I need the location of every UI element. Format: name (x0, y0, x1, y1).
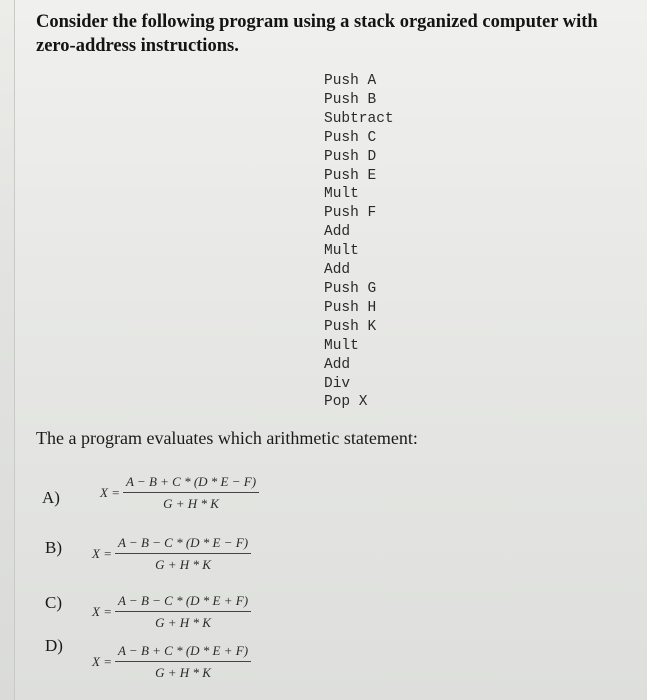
program-line: Pop X (324, 394, 368, 411)
program-listing (324, 72, 394, 412)
option-c-formula[interactable] (92, 593, 251, 631)
formula-denominator: G + H * K (155, 615, 211, 630)
program-line: Push D (324, 148, 377, 165)
formula-fraction (123, 474, 259, 512)
formula-denominator: G + H * K (155, 557, 211, 572)
program-line: Add (324, 224, 351, 241)
program-line: Push H (324, 299, 377, 316)
formula-numerator: A − B − C * (D * E + F) (115, 593, 251, 612)
question-text: Consider the following program using a stack organized computer with zero-address instructions. (36, 12, 598, 56)
program-line: Push E (324, 167, 377, 184)
option-d-formula[interactable] (92, 643, 251, 681)
program-line: Push B (324, 91, 377, 108)
program-line: Push F (324, 205, 377, 222)
formula-numerator: A − B + C * (D * E + F) (115, 643, 251, 662)
formula-lhs: X = (92, 654, 112, 669)
formula-denominator: G + H * K (163, 496, 219, 511)
option-b-formula[interactable] (92, 535, 251, 573)
program-line: Add (324, 262, 351, 279)
program-line: Mult (324, 186, 359, 203)
program-line: Mult (324, 337, 359, 354)
option-a-label[interactable]: A) (42, 488, 60, 507)
program-line: Add (324, 356, 351, 373)
formula-lhs: X = (92, 546, 112, 561)
option-a-formula[interactable] (100, 474, 259, 512)
program-line: Mult (324, 243, 359, 260)
prompt-text: The a program evaluates which arithmetic statement: (36, 428, 418, 448)
formula-fraction (115, 593, 251, 631)
program-line: Subtract (324, 110, 394, 127)
formula-fraction (115, 535, 251, 573)
formula-lhs: X = (100, 485, 120, 500)
program-line: Div (324, 375, 351, 392)
program-line: Push G (324, 280, 377, 297)
formula-numerator: A − B − C * (D * E − F) (115, 535, 251, 554)
formula-lhs: X = (92, 604, 112, 619)
program-line: Push C (324, 129, 377, 146)
option-c-label[interactable]: C) (45, 593, 62, 612)
option-d-label[interactable]: D) (45, 636, 63, 655)
option-b-label[interactable]: B) (45, 538, 62, 557)
formula-fraction (115, 643, 251, 681)
formula-numerator: A − B + C * (D * E − F) (123, 474, 259, 493)
program-line: Push A (324, 73, 377, 89)
program-line: Push K (324, 318, 377, 335)
formula-denominator: G + H * K (155, 665, 211, 680)
